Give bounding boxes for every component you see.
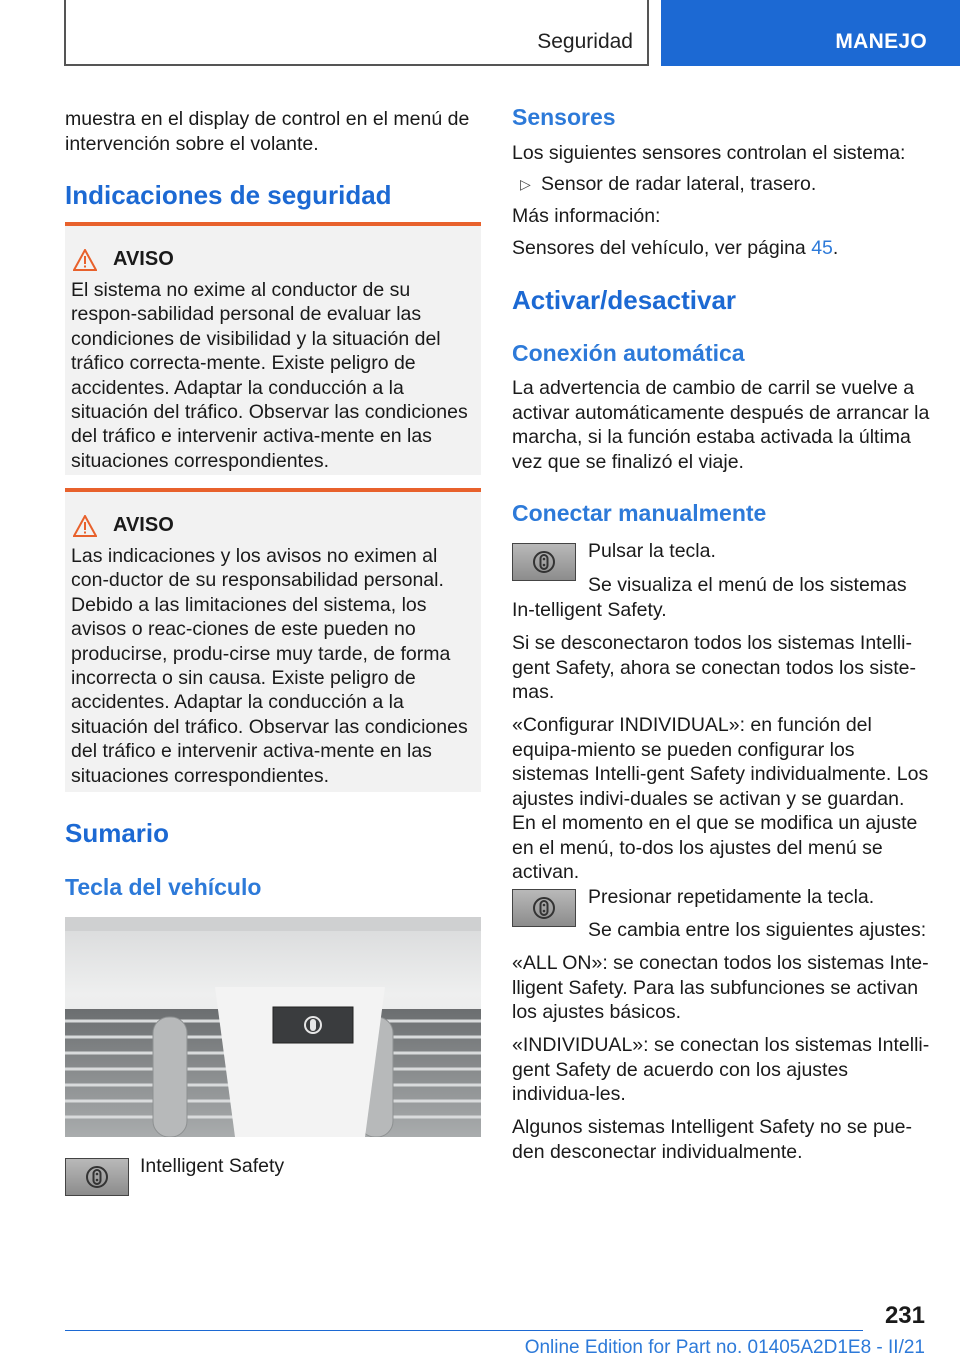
auto-connect-heading: Conexión automática (512, 340, 745, 366)
header-section-label: Seguridad (537, 30, 633, 53)
menu-shown-text: Se visualiza el menú de los sistemas In-telligent Safety. (512, 574, 907, 621)
sensors-intro: Los siguientes sensores controlan el sistema: (512, 142, 906, 164)
warning-box-1 (65, 222, 481, 475)
intelligent-safety-icon (531, 895, 557, 921)
if-disconnected-text: Si se desconectaron todos los sistemas Intelli-gent Safety, ahora se conectan todos los siste-mas. (512, 632, 916, 703)
sensors-heading: Sensores (512, 104, 616, 130)
warning-triangle-icon (73, 249, 97, 271)
dashboard-photo (65, 917, 481, 1137)
footer-divider (65, 1330, 863, 1331)
page-number: 231 (884, 1302, 925, 1329)
header-chapter-tab (661, 0, 960, 66)
intelligent-safety-key (512, 889, 576, 927)
configure-text: «Configurar INDIVIDUAL»: en función del equipa-miento se pueden configurar los sistemas Intelli-gent Safety individualmente. Los ajustes indivi-duales se activan y se guardan. En el momento en el que se modifica un ajuste en el menú, to-dos los ajustes del menú se activan. (512, 714, 929, 883)
vehicle-key-heading: Tecla del vehículo (65, 874, 262, 900)
intelligent-safety-key (65, 1158, 129, 1196)
switch-settings-text: Se cambia entre los siguientes ajustes: (588, 919, 927, 941)
all-on-text: «ALL ON»: se conectan todos los sistemas Inte-lligent Safety. Para las subfunciones se activan los ajustes básicos. (512, 952, 929, 1023)
summary-heading: Sumario (65, 818, 170, 848)
sensors-reference-end: . (832, 237, 839, 259)
footer-edition: Online Edition for Part no. 01405A2D1E8 - II/21 (524, 1337, 925, 1358)
press-key-text: Pulsar la tecla. (588, 540, 716, 562)
header-section-tab (64, 0, 649, 66)
warning-label: AVISO (113, 248, 174, 270)
intelligent-safety-icon (84, 1164, 110, 1190)
header-chapter-label: MANEJO (835, 30, 927, 53)
some-systems-text: Algunos sistemas Intelligent Safety no se pue-den desconectar individualmente. (512, 1116, 912, 1163)
warning-header (73, 248, 174, 271)
safety-heading: Indicaciones de seguridad (65, 180, 392, 210)
intelligent-safety-icon (531, 549, 557, 575)
warning-text: El sistema no exime al conductor de su respon-sabilidad personal de evaluar las condiciones de visibilidad y la situación del tráfico correcta-mente. Existe peligro de accidentes. Adaptar la conducción a la situación del tráfico. Observar las condiciones del tráfico e intervenir activa-mente en las situaciones correspondientes. (71, 279, 468, 472)
key-caption: Intelligent Safety (140, 1155, 285, 1177)
sensors-reference-text: Sensores del vehículo, ver página (512, 237, 812, 259)
auto-connect-text: La advertencia de cambio de carril se vuelve a activar automáticamente después de arrancar la marcha, si la función estaba activada la última vez que se finalizó el viaje. (512, 377, 930, 473)
warning-text: Las indicaciones y los avisos no eximen al con-ductor de su responsabilidad personal. Debido a las limitaciones del sistema, los avisos o reac-ciones de este pueden no producirse, produ-cirse muy tarde, de forma incorrecta o sin causa. Existe peligro de accidentes. Adaptar la conducción a la situación del tráfico. Observar las condiciones del tráfico e intervenir activa-mente en las situaciones correspondientes. (71, 545, 468, 787)
sensors-reference (512, 236, 932, 261)
press-repeat-text: Presionar repetidamente la tecla. (588, 886, 875, 908)
warning-label: AVISO (113, 514, 174, 536)
manual-connect-heading: Conectar manualmente (512, 500, 767, 526)
more-info-label: Más información: (512, 205, 661, 227)
warning-header (73, 514, 174, 537)
warning-triangle-icon (73, 515, 97, 537)
sensor-item: Sensor de radar lateral, trasero. (541, 173, 817, 195)
warning-box-2 (65, 488, 481, 792)
individual-text: «INDIVIDUAL»: se conectan los sistemas Intelli-gent Safety de acuerdo con los ajustes individua-les. (512, 1034, 930, 1105)
bullet-triangle-icon: ▷ (520, 176, 531, 192)
activate-heading: Activar/desactivar (512, 285, 737, 315)
intro-text: muestra en el display de control en el menú de intervención sobre el volante. (65, 108, 470, 155)
page-link[interactable]: 45 (811, 237, 833, 259)
